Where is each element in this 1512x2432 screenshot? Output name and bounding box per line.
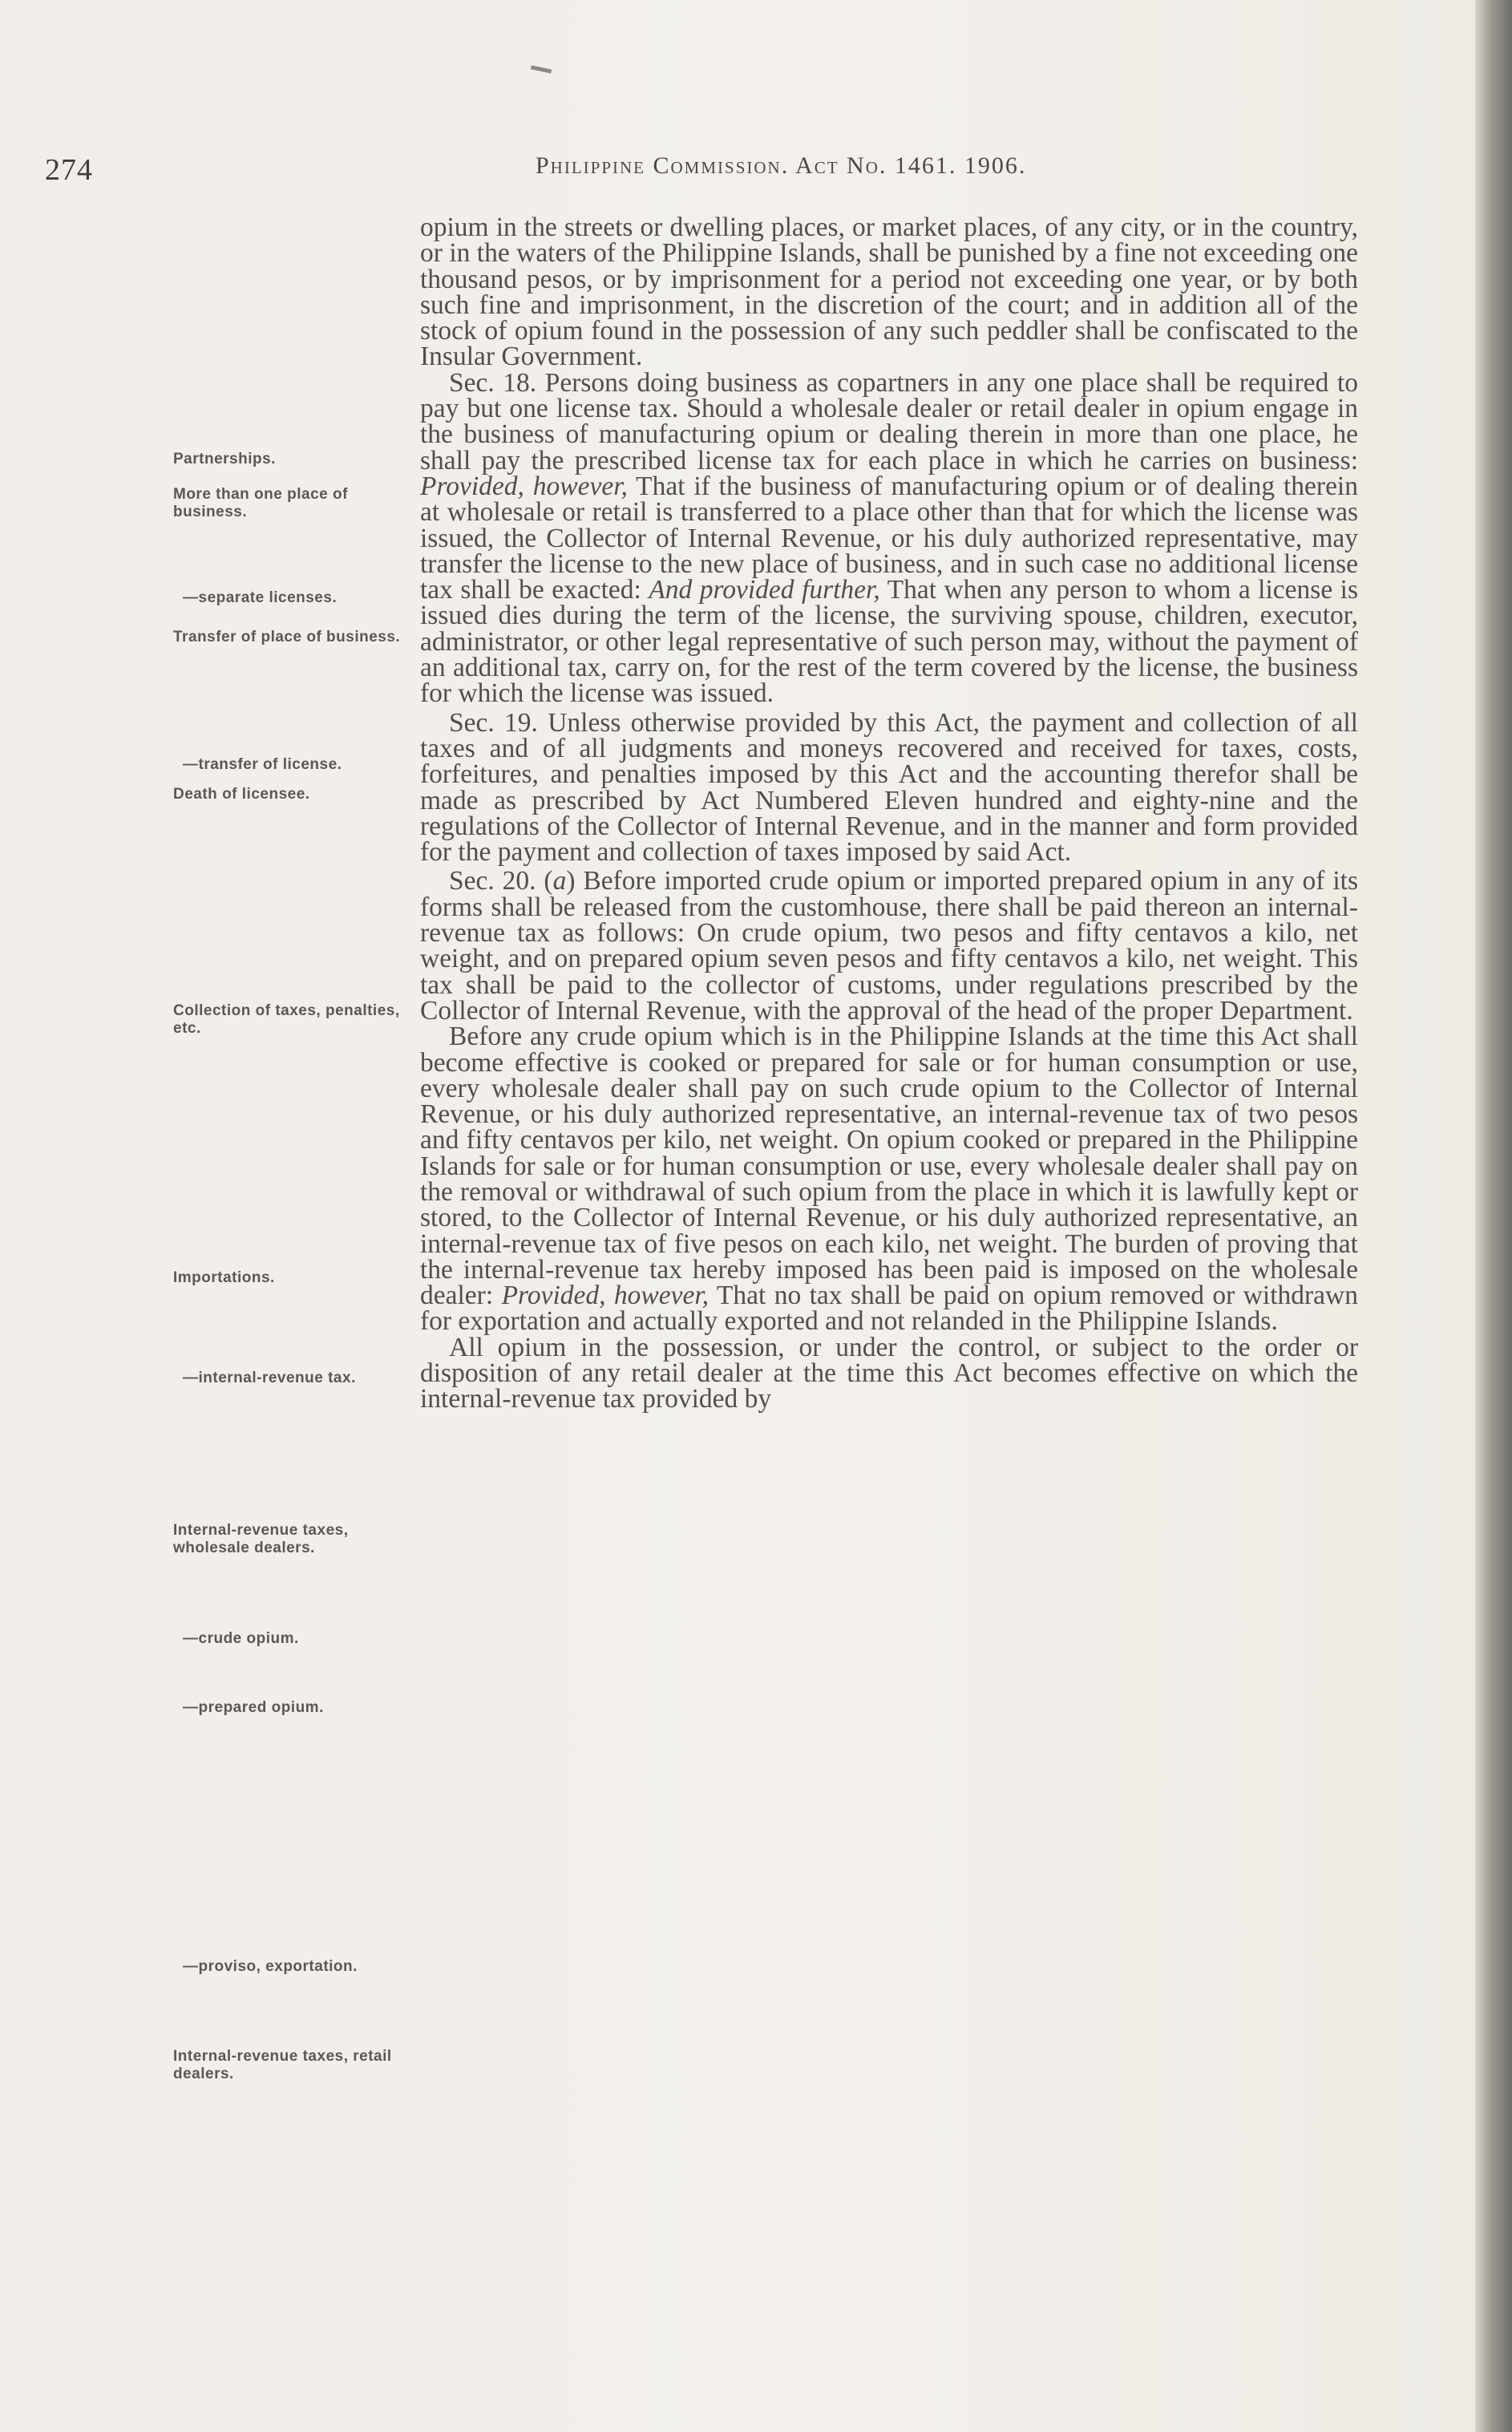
paragraph-sec-19: Sec. 19. Unless otherwise provided by this Act, the payment and collection of all taxes and of all judgments and moneys recovered and received for taxes, costs, forfeitures, and penalties imposed by this Act and the accounting therefor shall be made as prescribed by Act Numbered Eleven hundred and eighty-nine and the regulations of the Collector of Internal Revenue, and in the manner and form provided for the payment and collection of taxes imposed by said Act. [420, 707, 1358, 868]
paragraph-sec-18 [420, 367, 1358, 709]
margin-note-more-than-one-place: More than one place of business. [173, 486, 348, 520]
margin-note-collection-of-taxes: Collection of taxes, penalties, etc. [173, 1002, 400, 1037]
page-edge-shadow [1475, 0, 1512, 2432]
paragraph-retail-dealers: All opium in the possession, or under the control, or subject to the order or disposition of any retail dealer at the time this Act becomes effective on which the internal-revenue tax provided by [420, 1332, 1358, 1414]
margin-note-retail-dealers: Internal-revenue taxes, retail dealers. [173, 2048, 392, 2082]
sec-18-text-c: That when any person to whom a license is issued dies during the term of the license, the surviving spouse, children, executor, administrator, or other legal representative of such person may, without the payment of an additional tax, carry on, for the rest of the term covered by the license, the business for which the license was issued. [420, 575, 1358, 709]
paragraph-sec-20 [420, 868, 1358, 1024]
page-number: 274 [45, 153, 93, 187]
margin-note-importations: Importations. [173, 1269, 275, 1286]
wholesale-text-a: Before any crude opium which is in the Philippine Islands at the time this Act shall become effective is cooked or prepared for sale or for human consumption or use, every wholesale dealer shall pay on such crude opium to the Collector of Internal Revenue, or his duly authorized representative, an internal-revenue tax of two pesos and fifty centavos per kilo, net weight. On opium cooked or prepared in the Philippine Islands for sale or for human consumption or use, every wholesale dealer shall pay on the removal or withdrawal of such opium from the place in which it is lawfully kept or stored, to the Collector of Internal Revenue, or his duly authorized representative, an internal-revenue tax of five pesos on each kilo, net weight. The burden of proving that the internal-revenue tax hereby imposed has been paid is imposed on the wholesale dealer: [420, 1022, 1358, 1311]
running-head: Philippine Commission. Act No. 1461. 1906. [536, 152, 1027, 179]
wholesale-text-b: That no tax shall be paid on opium removed or withdrawn for exportation and actually exported and not relanded in the Philippine Islands. [420, 1281, 1358, 1337]
sec-20-subsection: a [552, 866, 567, 896]
margin-note-prepared-opium: —prepared opium. [183, 1699, 324, 1716]
body-text [420, 212, 1358, 1414]
margin-note-wholesale-dealers: Internal-revenue taxes, wholesale dealers. [173, 1522, 349, 1556]
margin-note-partnerships: Partnerships. [173, 451, 276, 467]
margin-note-crude-opium: —crude opium. [183, 1630, 299, 1647]
margin-note-transfer-of-place: Transfer of place of business. [173, 629, 401, 645]
sec-20-text-a: Sec. 20. ( [449, 866, 553, 896]
margin-note-proviso-exportation: —proviso, exportation. [183, 1958, 358, 1975]
sec-18-text-a: Sec. 18. Persons doing business as copartners in any one place shall be required to pay but one license tax. Should a wholesale dealer or retail dealer in opium engage in the business of manufacturing opium or dealing therein in more than one place, he shall pay the prescribed license tax for each place in which he carries on business: [420, 367, 1358, 475]
sec-18-proviso-1: Provided, however, [420, 471, 628, 501]
sec-20-text-b: ) Before imported crude opium or imported prepared opium in any of its forms shall be released from the customhouse, there shall be paid thereon an internal-revenue tax as follows: On crude opium, two pesos and fifty centavos a kilo, net weight, and on prepared opium seven pesos and fifty centavos a kilo, net weight. This tax shall be paid to the collector of customs, under regulations prescribed by the Collector of Internal Revenue, with the approval of the head of the proper Department. [420, 866, 1358, 1026]
paragraph-wholesale-dealers [420, 1024, 1358, 1335]
wholesale-proviso: Provided, however, [501, 1281, 710, 1311]
sec-18-proviso-2: And provided further, [649, 575, 880, 605]
sec-18-text-b: That if the business of manufacturing opium or of dealing therein at wholesale or retail is transferred to a place other than that for which the license was issued, the Collector of Internal Revenue, or his duly authorized representative, may transfer the license to the new place of business, and in such case no additional license tax shall be exacted: [420, 471, 1358, 605]
margin-note-transfer-of-license: —transfer of license. [183, 756, 342, 773]
paragraph-continuation: opium in the streets or dwelling places, or market places, of any city, or in the country, or in the waters of the Philippine Islands, shall be punished by a fine not exceeding one thousand pesos, or by imprisonment for a period not exceeding one year, or by both such fine and imprisonment, in the discretion of the court; and in addition all of the stock of opium found in the possession of any such peddler shall be confiscated to the Insular Government. [420, 212, 1358, 372]
margin-note-separate-licenses: —separate licenses. [183, 589, 338, 606]
margin-note-internal-revenue-tax: —internal-revenue tax. [183, 1370, 356, 1386]
margin-note-death-of-licensee: Death of licensee. [173, 786, 310, 803]
